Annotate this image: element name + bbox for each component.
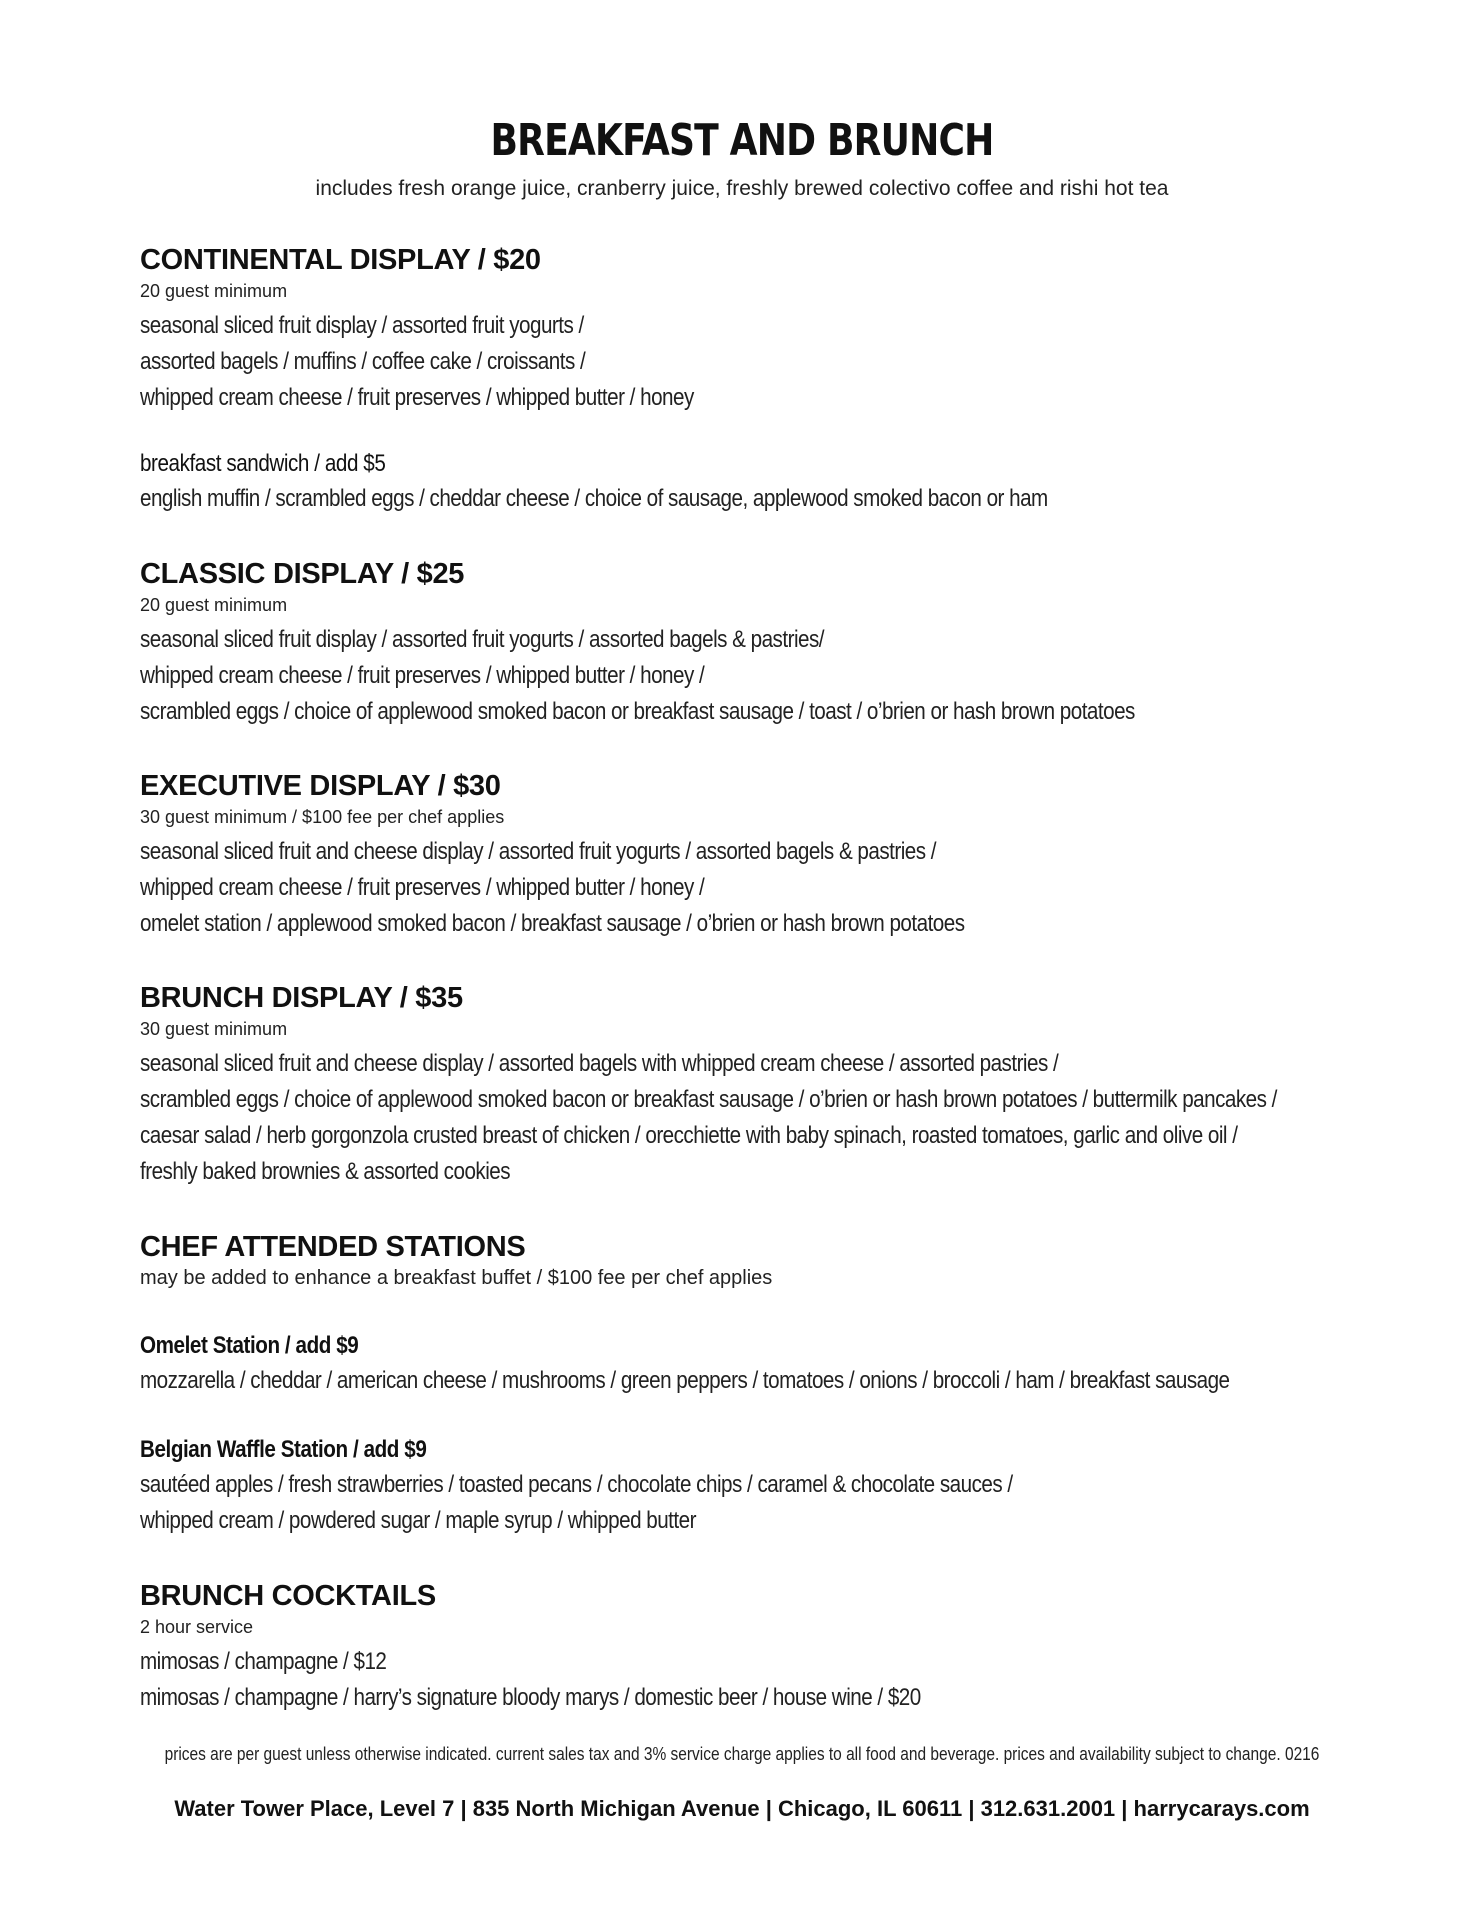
- section-brunch-cocktails: [140, 1578, 1048, 1716]
- station-heading: Belgian Waffle Station / add $9: [140, 1436, 427, 1463]
- menu-line: mimosas / champagne / $12: [140, 1648, 387, 1675]
- section-heading: EXECUTIVE DISPLAY / $30: [140, 770, 501, 802]
- menu-line: sautéed apples / fresh strawberries / toasted pecans / chocolate chips / caramel & chocolate sauces /: [140, 1471, 1013, 1498]
- menu-line: whipped cream cheese / fruit preserves / whipped butter / honey /: [140, 662, 705, 689]
- menu-line: scrambled eggs / choice of applewood smoked bacon or breakfast sausage / o’brien or hash brown potatoes / buttermilk pancakes /: [140, 1086, 1277, 1113]
- section-note: 20 guest minimum: [140, 281, 288, 301]
- addon-breakfast-sandwich: [140, 447, 1196, 517]
- menu-line: caesar salad / herb gorgonzola crusted breast of chicken / orecchiette with baby spinach, roasted tomatoes, garlic and olive oil /: [140, 1122, 1238, 1149]
- menu-line: seasonal sliced fruit display / assorted fruit yogurts / assorted bagels & pastries/: [140, 626, 824, 653]
- menu-line: assorted bagels / muffins / coffee cake / croissants /: [140, 348, 586, 375]
- addon-heading: breakfast sandwich / add $5: [140, 450, 386, 477]
- section-note: 20 guest minimum: [140, 595, 288, 615]
- section-heading: CLASSIC DISPLAY / $25: [140, 558, 465, 590]
- section-classic: [140, 556, 1297, 730]
- station-omelet: [140, 1329, 1407, 1399]
- menu-line: mozzarella / cheddar / american cheese / mushrooms / green peppers / tomatoes / onions / broccoli / ham / breakfast sausage: [140, 1367, 1230, 1394]
- section-note: 30 guest minimum: [140, 1019, 288, 1039]
- menu-line: omelet station / applewood smoked bacon / breakfast sausage / o’brien or hash brown potatoes: [140, 910, 965, 937]
- menu-line: seasonal sliced fruit display / assorted fruit yogurts /: [140, 312, 584, 339]
- section-brunch: [140, 980, 1462, 1190]
- footer-address: Water Tower Place, Level 7 | 835 North Michigan Avenue | Chicago, IL 60611 | 312.631.2001 | harrycarays.com: [174, 1796, 1310, 1821]
- menu-line: english muffin / scrambled eggs / cheddar cheese / choice of sausage, applewood smoked bacon or ham: [140, 485, 1048, 512]
- menu-line: scrambled eggs / choice of applewood smoked bacon or breakfast sausage / toast / o’brien or hash brown potatoes: [140, 698, 1135, 725]
- section-heading: BRUNCH DISPLAY / $35: [140, 982, 463, 1014]
- section-note: 2 hour service: [140, 1617, 254, 1637]
- section-executive: [140, 768, 1099, 942]
- menu-line: freshly baked brownies & assorted cookies: [140, 1158, 511, 1185]
- menu-line: seasonal sliced fruit and cheese display / assorted bagels with whipped cream cheese / assorted pastries /: [140, 1050, 1059, 1077]
- menu-line: mimosas / champagne / harry’s signature bloody marys / domestic beer / house wine / $20: [140, 1684, 921, 1711]
- page-subtitle: includes fresh orange juice, cranberry juice, freshly brewed colectivo coffee and rishi hot tea: [315, 177, 1169, 200]
- section-chef-stations: [140, 1229, 772, 1295]
- section-heading: CONTINENTAL DISPLAY / $20: [140, 244, 541, 276]
- station-belgian-waffle: [140, 1433, 1155, 1539]
- section-heading: BRUNCH COCKTAILS: [140, 1580, 436, 1612]
- station-heading: Omelet Station / add $9: [140, 1332, 359, 1359]
- menu-line: whipped cream cheese / fruit preserves / whipped butter / honey /: [140, 874, 705, 901]
- menu-line: whipped cream cheese / fruit preserves / whipped butter / honey: [140, 384, 694, 411]
- menu-line: seasonal sliced fruit and cheese display / assorted fruit yogurts / assorted bagels & pastries /: [140, 838, 937, 865]
- page-title: BREAKFAST AND BRUNCH: [490, 115, 994, 166]
- menu-line: whipped cream / powdered sugar / maple syrup / whipped butter: [140, 1507, 696, 1534]
- section-note: 30 guest minimum / $100 fee per chef applies: [140, 807, 505, 827]
- section-heading: CHEF ATTENDED STATIONS: [140, 1231, 526, 1263]
- section-note: may be added to enhance a breakfast buffet / $100 fee per chef applies: [140, 1267, 773, 1289]
- pricing-disclaimer: prices are per guest unless otherwise indicated. current sales tax and 3% service charge applies to all food and beverage. prices and availability subject to change. 0216: [164, 1744, 1320, 1764]
- section-continental: [140, 242, 784, 416]
